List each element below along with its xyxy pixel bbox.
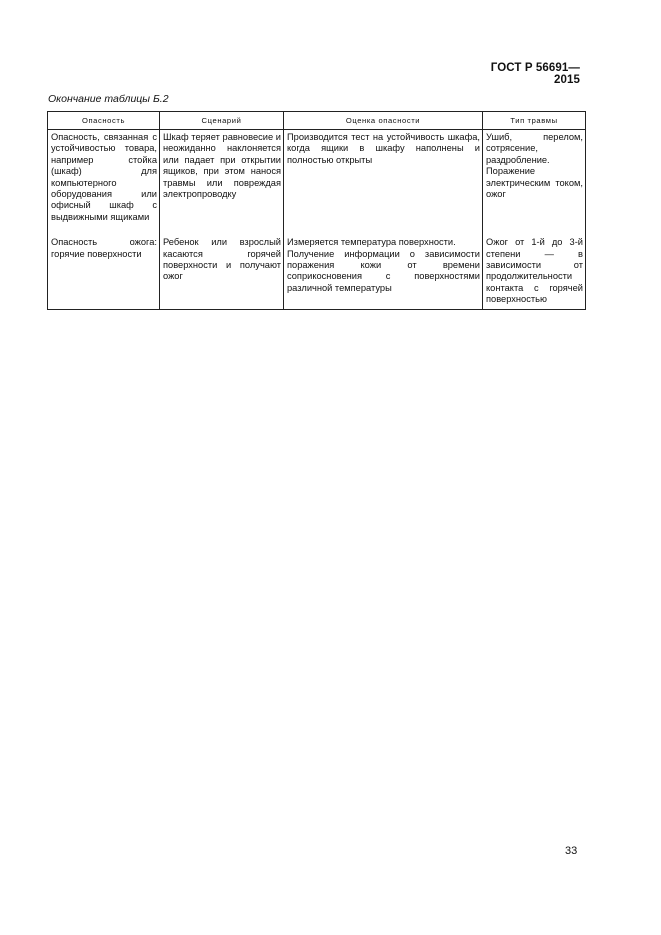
cell-scenario: Ребенок или взрослый касаются горячей поверхности и получают ожог — [160, 235, 284, 309]
cell-hazard: Опасность, связанная с устойчивостью товара, например стойка (шкаф) для компьютерного оборудования или офисный шкаф с выдвижными ящиками — [48, 130, 160, 236]
column-header-scenario: Сценарий — [160, 112, 284, 130]
column-header-hazard: Опасность — [48, 112, 160, 130]
document-code: ГОСТ Р 56691—2015 — [490, 62, 580, 86]
injury-line: Поражение электрическим током, ожог — [486, 166, 583, 200]
column-header-assessment: Оценка опасности — [284, 112, 483, 130]
page-number: 33 — [565, 845, 578, 857]
table-header-row — [48, 112, 586, 130]
assessment-line: Измеряется температура поверхности. — [287, 237, 456, 248]
cell-hazard: Опасность ожога: горячие поверхности — [48, 235, 160, 309]
cell-injury-type: Ожог от 1-й до 3-й степени — в зависимости от продолжительности контакта с горячей поверхностью — [483, 235, 586, 309]
table-row — [48, 235, 586, 309]
hazard-table — [47, 111, 586, 310]
cell-injury-type — [483, 130, 586, 236]
cell-assessment: Производится тест на устойчивость шкафа, когда ящики в шкафу наполнены и полностью открыты — [284, 130, 483, 236]
injury-line: Ушиб, перелом, сотрясение, раздробление. — [486, 132, 583, 165]
cell-assessment — [284, 235, 483, 309]
assessment-line: Получение информации о зависимости поражения кожи от времени соприкосновения с поверхностями различной температуры — [287, 248, 480, 293]
column-header-injury-type: Тип травмы — [483, 112, 586, 130]
table-row — [48, 130, 586, 236]
cell-scenario: Шкаф теряет равновесие и неожиданно наклоняется или падает при открытии ящиков, при этом нанося травмы или повреждая электропроводку — [160, 130, 284, 236]
table-caption: Окончание таблицы Б.2 — [48, 93, 169, 105]
